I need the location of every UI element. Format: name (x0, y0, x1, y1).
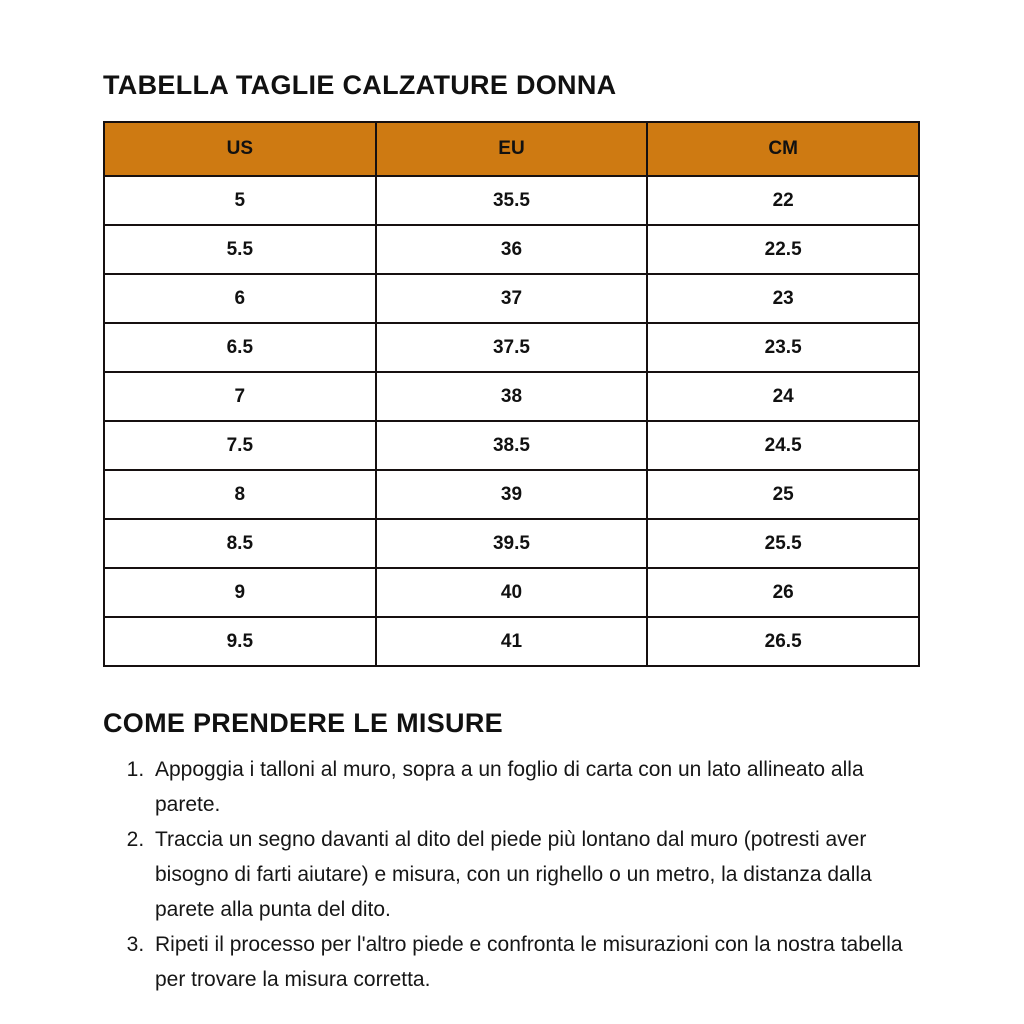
instructions-list (103, 752, 921, 997)
table-cell: 24 (647, 372, 919, 421)
table-row (104, 568, 919, 617)
table-cell: 26 (647, 568, 919, 617)
table-row (104, 519, 919, 568)
table-cell: 7.5 (104, 421, 376, 470)
table-cell: 39 (376, 470, 648, 519)
table-cell: 36 (376, 225, 648, 274)
column-header-us: US (104, 122, 376, 176)
size-table (103, 121, 920, 667)
table-cell: 39.5 (376, 519, 648, 568)
instruction-step: 2. Traccia un segno davanti al dito del piede più lontano dal muro (potresti aver bisogno di farti aiutare) e misura, con un righello o un metro, la distanza dalla parete alla punta del dito. (150, 822, 921, 927)
table-cell: 23 (647, 274, 919, 323)
table-cell: 26.5 (647, 617, 919, 666)
table-cell: 23.5 (647, 323, 919, 372)
table-cell: 9 (104, 568, 376, 617)
instructions-title: COME PRENDERE LE MISURE (103, 708, 503, 738)
table-row (104, 323, 919, 372)
table-cell: 8 (104, 470, 376, 519)
table-cell: 5.5 (104, 225, 376, 274)
table-row (104, 617, 919, 666)
table-cell: 22 (647, 176, 919, 225)
table-row (104, 225, 919, 274)
table-cell: 25 (647, 470, 919, 519)
table-cell: 6.5 (104, 323, 376, 372)
table-cell: 24.5 (647, 421, 919, 470)
instruction-step: 3. Ripeti il processo per l'altro piede e confronta le misurazioni con la nostra tabella per trovare la misura corretta. (150, 927, 921, 997)
table-row (104, 176, 919, 225)
table-cell: 40 (376, 568, 648, 617)
column-header-eu: EU (376, 122, 648, 176)
table-row (104, 421, 919, 470)
table-cell: 8.5 (104, 519, 376, 568)
table-cell: 22.5 (647, 225, 919, 274)
table-cell: 38 (376, 372, 648, 421)
column-header-cm: CM (647, 122, 919, 176)
table-row (104, 470, 919, 519)
table-cell: 9.5 (104, 617, 376, 666)
table-cell: 25.5 (647, 519, 919, 568)
page-title: TABELLA TAGLIE CALZATURE DONNA (103, 70, 617, 100)
table-cell: 38.5 (376, 421, 648, 470)
table-row (104, 274, 919, 323)
table-cell: 41 (376, 617, 648, 666)
table-cell: 37 (376, 274, 648, 323)
table-cell: 6 (104, 274, 376, 323)
table-cell: 5 (104, 176, 376, 225)
table-cell: 7 (104, 372, 376, 421)
table-cell: 37.5 (376, 323, 648, 372)
table-row (104, 372, 919, 421)
instruction-step: 1. Appoggia i talloni al muro, sopra a un foglio di carta con un lato allineato alla parete. (150, 752, 921, 822)
size-table-header-row (104, 122, 919, 176)
table-cell: 35.5 (376, 176, 648, 225)
